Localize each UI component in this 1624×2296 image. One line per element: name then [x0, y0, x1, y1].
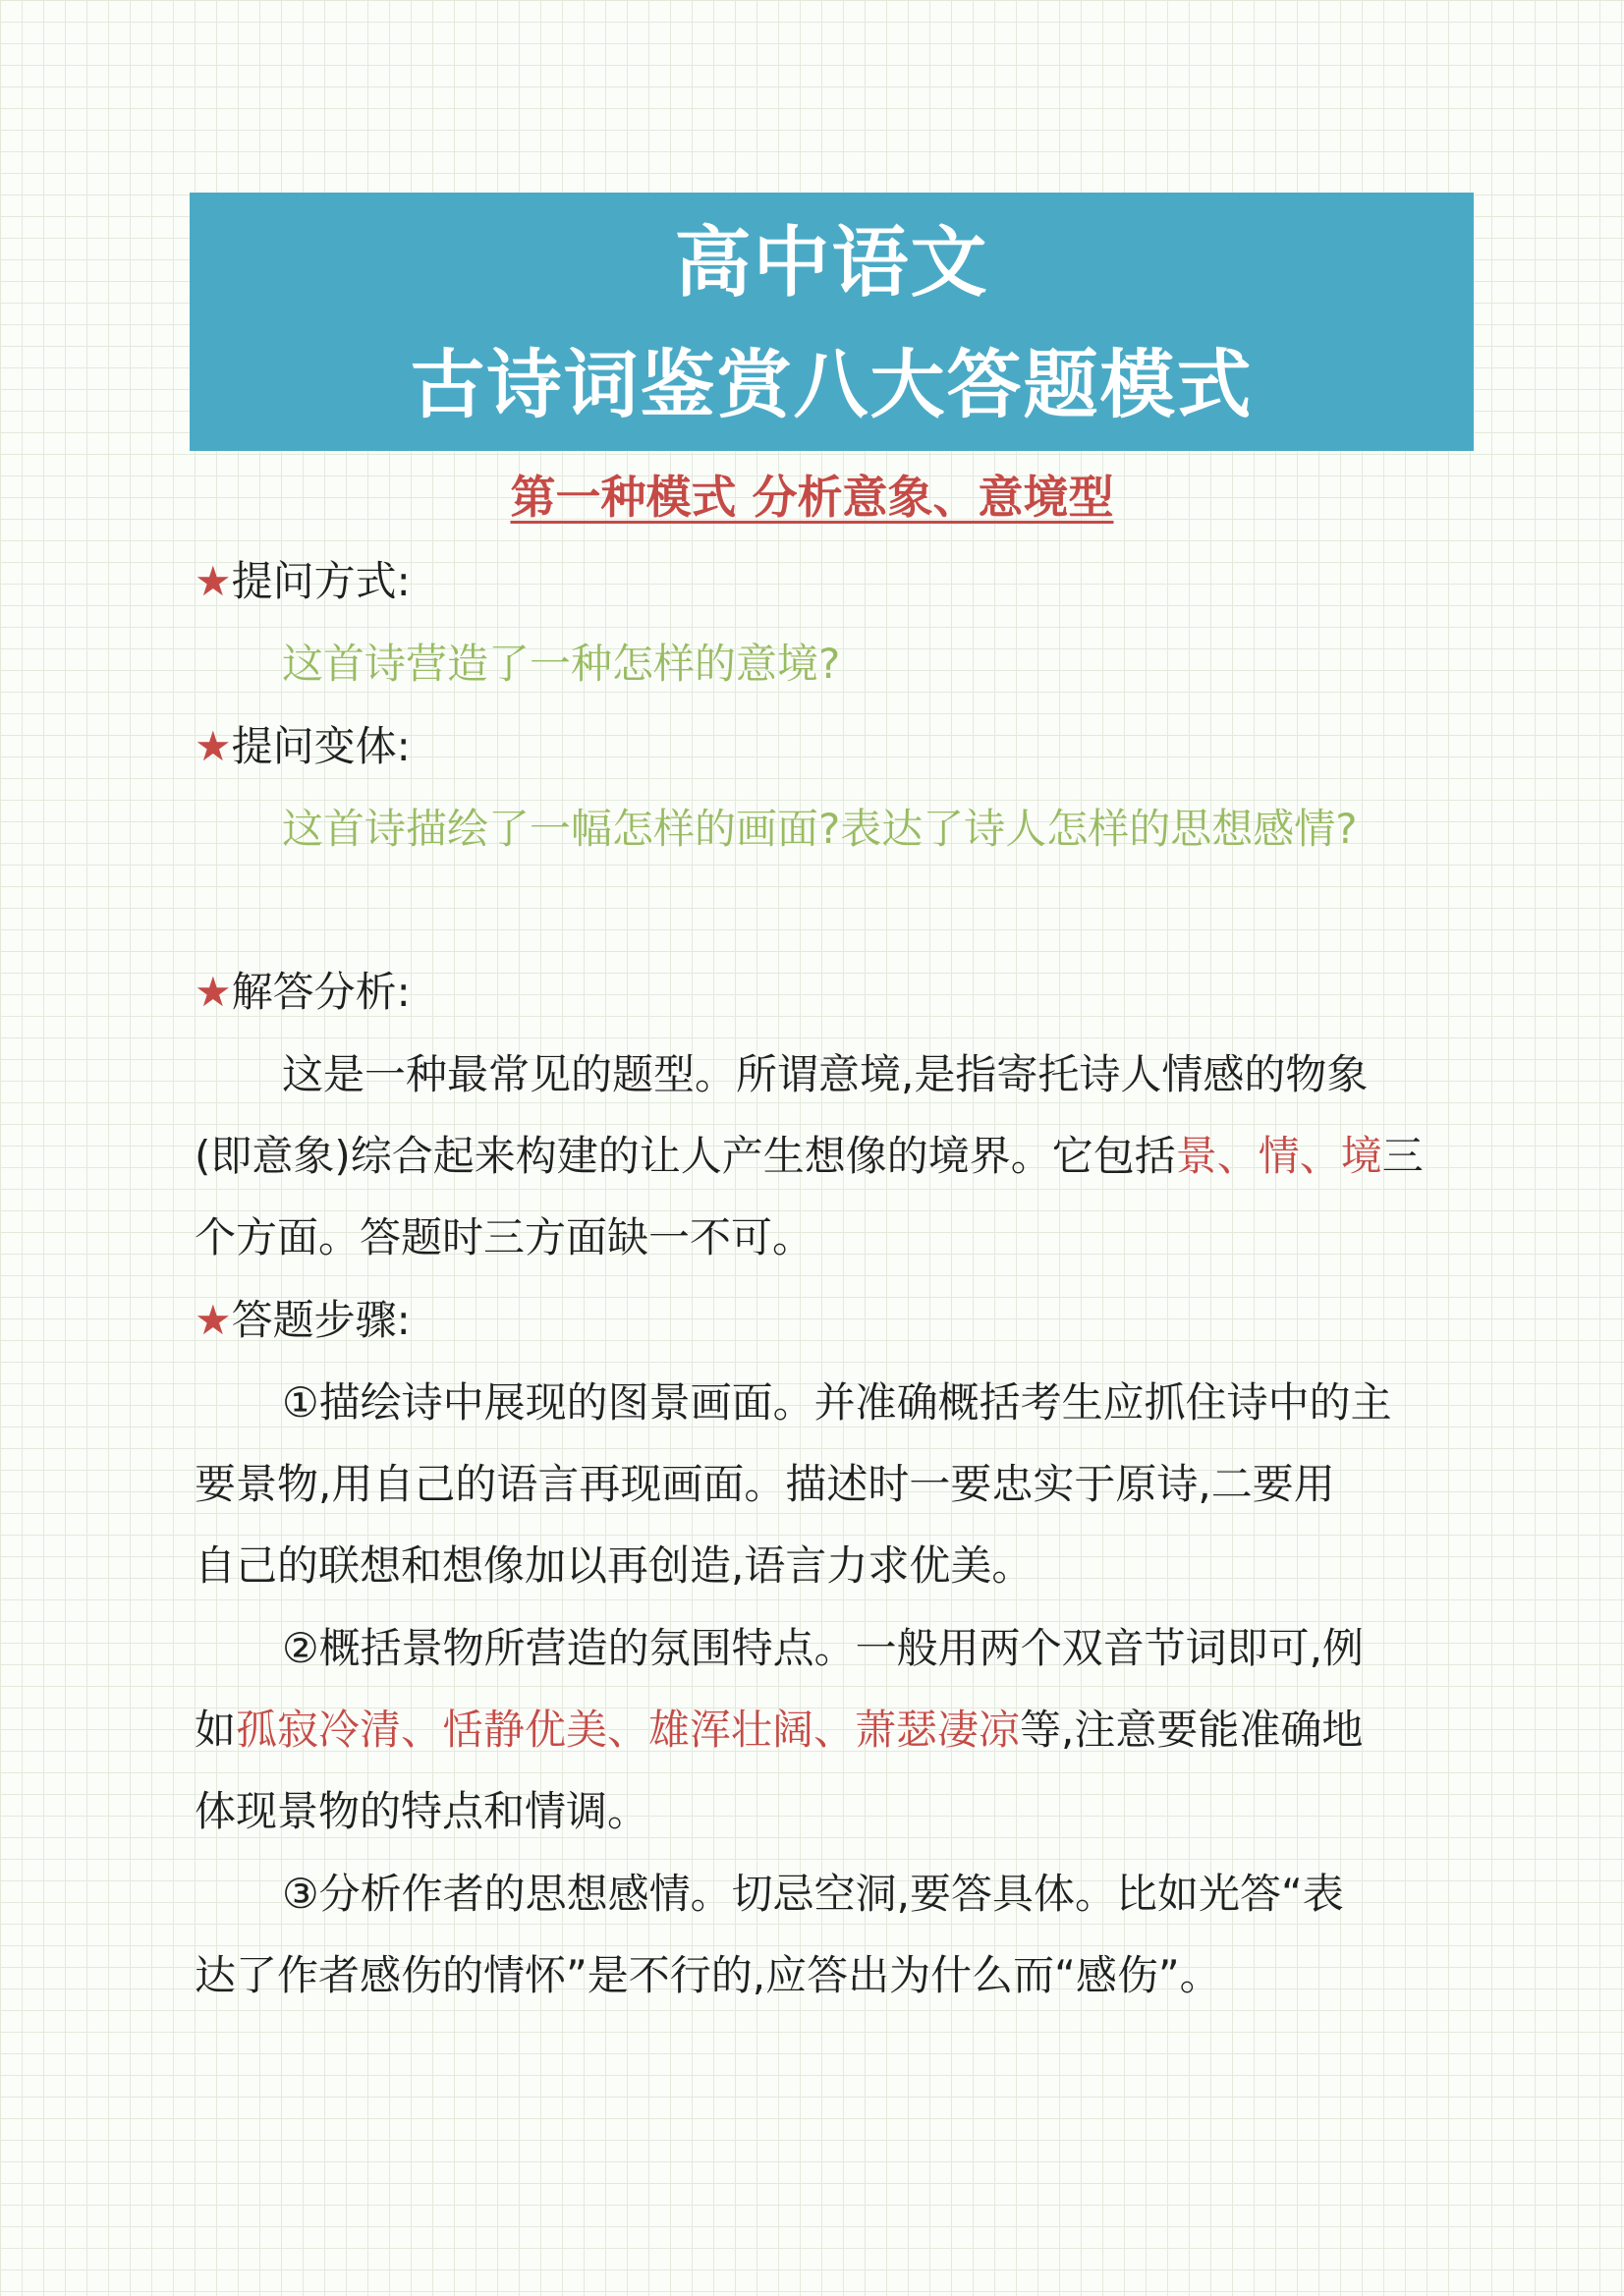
title-line-1: 高中语文 [674, 219, 989, 308]
step3-line-2: 达了作者感伤的情怀”是不行的,应答出为什么而“感伤”。 [195, 1951, 1221, 1999]
mode-heading [0, 468, 1624, 527]
steps-label-line [195, 1291, 1472, 1350]
analysis-line-1: 这是一种最常见的题型。所谓意境,是指寄托诗人情感的物象 [282, 1050, 1369, 1098]
ask-label: 提问方式: [231, 557, 411, 605]
analysis-line-3: 个方面。答题时三方面缺一不可。 [195, 1213, 814, 1261]
analysis-line-2b: 三 [1381, 1132, 1424, 1180]
ask-label-line [195, 552, 1472, 611]
analysis-line-2 [195, 1127, 1472, 1186]
star-icon: ★ [195, 1296, 232, 1344]
star-icon: ★ [195, 722, 232, 770]
step1-line-1: ①描绘诗中展现的图景画面。并准确概括考生应抓住诗中的主 [282, 1378, 1392, 1427]
step2-line-2a: 如 [195, 1706, 237, 1754]
ask-text: 这首诗营造了一种怎样的意境? [282, 640, 841, 688]
mode-heading-text: 第一种模式 分析意象、意境型 [510, 471, 1114, 524]
step2-line-2b: 等,注意要能准确地 [1020, 1706, 1364, 1754]
title-banner [190, 193, 1474, 451]
star-icon: ★ [195, 968, 232, 1016]
step3-line-1: ③分析作者的思想感情。切忌空洞,要答具体。比如光答“表 [282, 1870, 1344, 1918]
analysis-label-line [195, 963, 1472, 1022]
step2-line-1: ②概括景物所营造的氛围特点。一般用两个双音节词即可,例 [282, 1624, 1365, 1672]
highlight-scene-emotion-realm: 景、情、境 [1175, 1132, 1382, 1180]
step2-line-3: 体现景物的特点和情调。 [195, 1787, 649, 1835]
step2-line-2 [195, 1701, 1472, 1760]
analysis-label: 解答分析: [231, 968, 411, 1016]
analysis-line-2a: (即意象)综合起来构建的让人产生想像的境界。它包括 [195, 1132, 1176, 1180]
star-icon: ★ [195, 557, 232, 605]
steps-label: 答题步骤: [231, 1296, 411, 1344]
step1-line-2: 要景物,用自己的语言再现画面。描述时一要忠实于原诗,二要用 [195, 1460, 1335, 1508]
variant-label: 提问变体: [231, 722, 411, 770]
variant-label-line [195, 717, 1472, 776]
title-line-2: 古诗词鉴赏八大答题模式 [410, 341, 1254, 428]
variant-text: 这首诗描绘了一幅怎样的画面?表达了诗人怎样的思想感情? [282, 805, 1358, 853]
step1-line-3: 自己的联想和想像加以再创造,语言力求优美。 [195, 1541, 1034, 1590]
highlight-atmosphere-words: 孤寂冷清、恬静优美、雄浑壮阔、萧瑟凄凉 [236, 1706, 1021, 1754]
